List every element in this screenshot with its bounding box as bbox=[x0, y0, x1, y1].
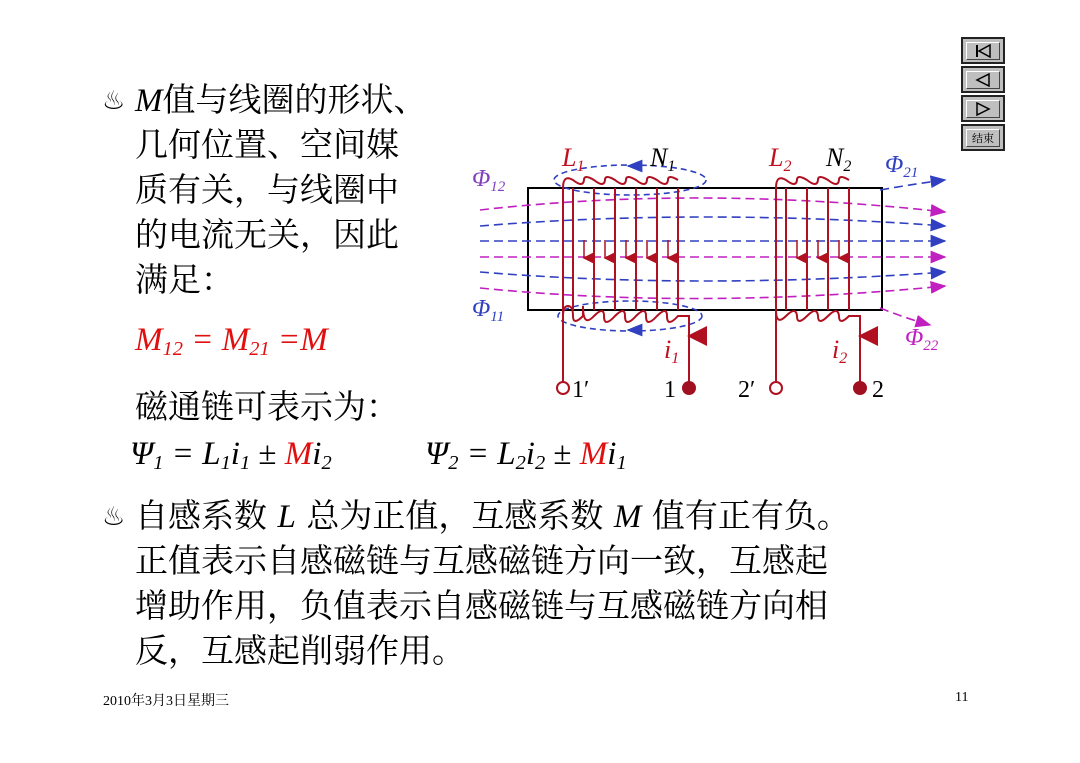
i2-label: i2 bbox=[832, 335, 848, 367]
terminal-2-prime bbox=[770, 382, 782, 394]
first-page-button[interactable] bbox=[961, 37, 1005, 64]
bullet2-line4: 反，互感起削弱作用。 bbox=[135, 631, 465, 670]
bullet1-line3: 质有关，与线圈中 bbox=[135, 170, 399, 209]
n2-label: N2 bbox=[826, 143, 852, 175]
phi22-label: $\Phi_{22}$ bbox=[905, 325, 939, 354]
terminal-1-prime bbox=[557, 382, 569, 394]
terminal-1 bbox=[682, 381, 696, 395]
terminal-1-prime-label: 1′ bbox=[572, 377, 590, 403]
mutual-inductance-equation: $M_{12} = M_{21} =M$ bbox=[135, 322, 328, 361]
bullet-icon: ♨ bbox=[102, 502, 126, 532]
phi21-label: $\Phi_{21}$ bbox=[885, 152, 919, 181]
next-page-icon bbox=[966, 100, 1000, 118]
flux-line bbox=[480, 198, 945, 212]
coupled-coils-diagram bbox=[465, 140, 965, 430]
bullet2-line1: 自感系数 L 总为正值，互感系数 M 值有正有负。 bbox=[135, 496, 850, 535]
i1-label: i1 bbox=[664, 335, 680, 367]
next-page-button[interactable] bbox=[961, 95, 1005, 122]
end-show-label: 结束 bbox=[972, 131, 994, 145]
phi11-label: $\Phi_{11}$ bbox=[472, 296, 505, 325]
terminal-2-label: 2 bbox=[872, 377, 884, 403]
footer-date: 2010年3月3日星期三 bbox=[103, 694, 229, 709]
bullet-icon: ♨ bbox=[102, 86, 126, 116]
bullet1-line5: 满足： bbox=[135, 260, 234, 299]
terminal-2 bbox=[853, 381, 867, 395]
previous-page-icon bbox=[966, 71, 1000, 89]
flux-line bbox=[480, 272, 945, 281]
previous-page-button[interactable] bbox=[961, 66, 1005, 93]
bullet1-line1: M值与线圈的形状、 bbox=[135, 80, 427, 119]
flux-linkage-equation-2: $\Psi_2 = L_2i_2 \pm Mi_1$ bbox=[425, 436, 627, 475]
bullet2-line3: 增助作用，负值表示自感磁链与互感磁链方向相 bbox=[135, 586, 828, 625]
flux-line bbox=[480, 217, 945, 226]
flux-line-22 bbox=[880, 308, 930, 325]
flux-line-21 bbox=[880, 180, 945, 190]
l2-label: L2 bbox=[769, 143, 792, 175]
end-show-button[interactable] bbox=[961, 124, 1005, 151]
first-page-icon bbox=[966, 42, 1000, 60]
n1-label: N1 bbox=[650, 143, 676, 175]
page-number: 11 bbox=[955, 690, 969, 705]
bullet2-line2: 正值表示自感磁链与互感磁链方向一致，互感起 bbox=[135, 541, 828, 580]
bullet1-line2: 几何位置、空间媒 bbox=[135, 125, 399, 164]
phi12-label: $\Phi_{12}$ bbox=[472, 166, 506, 195]
bullet1-line4: 的电流无关，因此 bbox=[135, 215, 399, 254]
coil-2 bbox=[776, 177, 860, 388]
terminal-1-label: 1 bbox=[664, 377, 676, 403]
flux-linkage-label: 磁通链可表示为： bbox=[135, 387, 399, 426]
flux-line bbox=[480, 286, 945, 299]
terminal-2-prime-label: 2′ bbox=[738, 377, 756, 403]
l1-label: L1 bbox=[562, 143, 585, 175]
coil-1-current-arrows bbox=[584, 240, 668, 258]
coil-2-current-arrows bbox=[797, 240, 839, 258]
flux-linkage-equation-1: $\Psi_1 = L_1i_1 \pm Mi_2$ bbox=[130, 436, 332, 475]
